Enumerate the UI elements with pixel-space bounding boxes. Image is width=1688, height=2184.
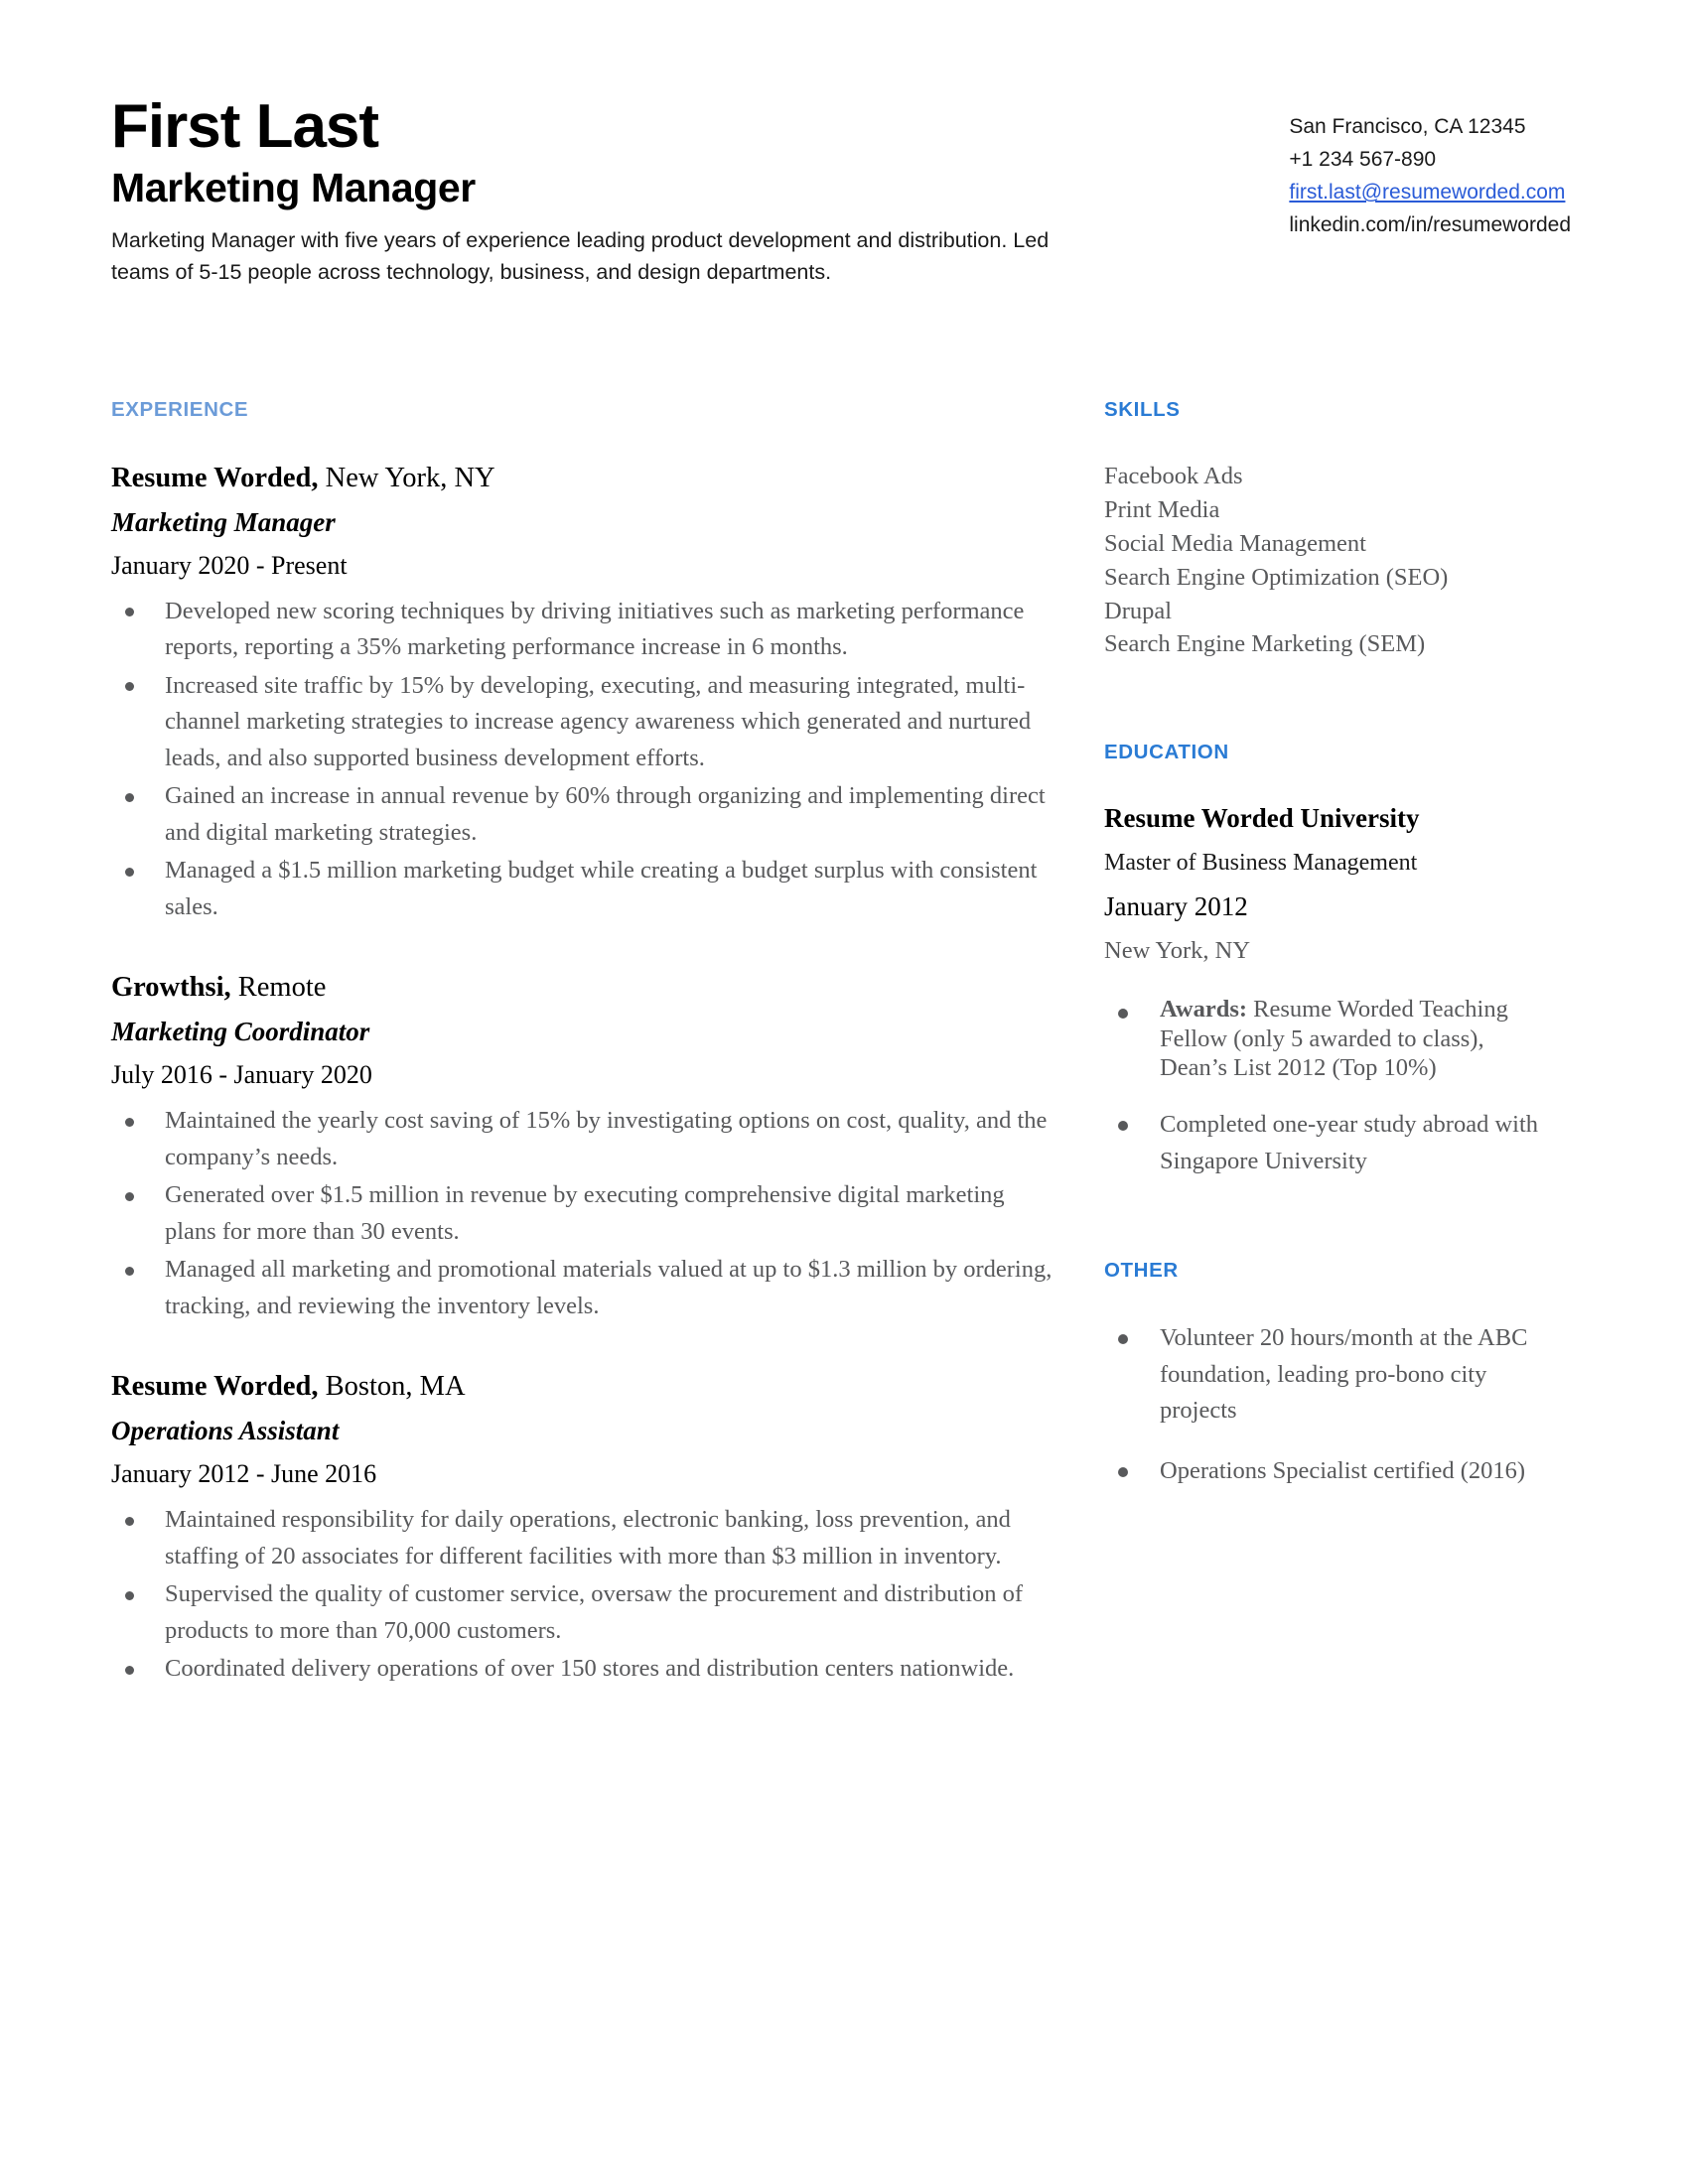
experience-company-name: Growthsi,: [111, 972, 231, 1004]
education-section-heading: EDUCATION: [1104, 741, 1229, 764]
skill-item: Facebook Ads: [1104, 462, 1243, 489]
education-school: Resume Worded University: [1104, 803, 1420, 834]
education-date: January 2012: [1104, 891, 1248, 922]
contact-phone: +1 234 567-890: [1289, 148, 1437, 172]
experience-bullet: [111, 1103, 1055, 1175]
experience-bullet: [111, 1502, 1055, 1574]
experience-bullet: [111, 853, 1055, 925]
contact-location: San Francisco, CA 12345: [1289, 115, 1526, 138]
experience-bullet-text: Generated over $1.5 million in revenue by executing comprehensive digital marketing plans for more than 30 events.: [165, 1181, 1005, 1245]
experience-entry: [111, 460, 1055, 925]
experience-bullet: [111, 778, 1055, 851]
left-column: [111, 398, 1104, 1690]
skill-item: Search Engine Optimization (SEO): [1104, 563, 1449, 591]
experience-section-heading: EXPERIENCE: [111, 397, 249, 421]
experience-bullet: [111, 1651, 1055, 1688]
experience-bullet-text: Supervised the quality of customer service, oversaw the procurement and distribution of products to more than 70,000 customers.: [165, 1580, 1024, 1644]
education-bullet: [1104, 995, 1541, 1083]
header-identity-block: [111, 94, 1084, 289]
experience-dates: July 2016 - January 2020: [111, 1060, 372, 1090]
experience-bullet-text: Managed a $1.5 million marketing budget while creating a budget surplus with consistent sales.: [165, 857, 1038, 920]
education-bullet: [1104, 1107, 1541, 1179]
skills-list: [1104, 460, 1541, 662]
bullet-dot-icon: [1118, 1467, 1128, 1477]
experience-bullet: [111, 668, 1055, 777]
other-bullet-text: Volunteer 20 hours/month at the ABC foundation, leading pro-bono city projects: [1160, 1324, 1528, 1425]
other-bullet-list: [1104, 1320, 1541, 1489]
skill-item: Print Media: [1104, 495, 1220, 523]
bullet-dot-icon: [125, 682, 134, 691]
experience-role: Marketing Manager: [111, 506, 336, 537]
skills-section-heading: SKILLS: [1104, 397, 1181, 421]
right-column: [1104, 398, 1541, 1690]
experience-bullet-text: Coordinated delivery operations of over 150 stores and distribution centers nationwide.: [165, 1655, 1015, 1683]
other-bullet: [1104, 1453, 1541, 1490]
skills-section: [1104, 398, 1541, 662]
education-location: New York, NY: [1104, 936, 1251, 964]
bullet-dot-icon: [125, 1118, 134, 1127]
experience-bullet: [111, 1177, 1055, 1250]
experience-company-location: Remote: [230, 972, 327, 1004]
bullet-dot-icon: [1118, 1334, 1128, 1344]
experience-bullet-list: [111, 594, 1055, 926]
experience-bullet-list: [111, 1502, 1055, 1688]
experience-bullet-list: [111, 1103, 1055, 1324]
experience-role: Operations Assistant: [111, 1416, 340, 1446]
experience-bullet-text: Gained an increase in annual revenue by 60% through organizing and implementing direct and digital marketing strategies.: [165, 782, 1046, 846]
other-bullet-text: Operations Specialist certified (2016): [1160, 1456, 1526, 1484]
skill-item: Search Engine Marketing (SEM): [1104, 630, 1426, 658]
experience-company-line: [111, 460, 1055, 496]
bullet-dot-icon: [125, 868, 134, 877]
experience-entry: [111, 1368, 1055, 1687]
experience-bullet: [111, 594, 1055, 666]
bullet-dot-icon: [125, 1591, 134, 1600]
education-bullet-list: [1104, 995, 1541, 1179]
contact-linkedin: linkedin.com/in/resumeworded: [1289, 213, 1571, 237]
professional-summary: Marketing Manager with five years of experience leading product development and distribution. Led teams of 5-15 people across technology, business, and design departments.: [111, 228, 1050, 285]
bullet-dot-icon: [1118, 1009, 1128, 1019]
experience-bullet-text: Managed all marketing and promotional materials valued at up to $1.3 million by ordering, tracking, and reviewing the inventory levels.: [165, 1256, 1053, 1319]
experience-dates: January 2020 - Present: [111, 551, 348, 580]
experience-dates: January 2012 - June 2016: [111, 1459, 377, 1489]
experience-company-line: [111, 969, 1055, 1006]
bullet-dot-icon: [125, 1666, 134, 1675]
experience-bullet: [111, 1576, 1055, 1649]
experience-company-location: Boston, MA: [318, 1371, 466, 1403]
education-bullet-label: Awards:: [1160, 996, 1248, 1024]
other-section: [1104, 1259, 1541, 1489]
resume-header: [111, 94, 1571, 289]
experience-list: [111, 460, 1055, 1688]
experience-entry: [111, 969, 1055, 1324]
experience-company-line: [111, 1368, 1055, 1405]
experience-bullet-text: Maintained the yearly cost saving of 15% by investigating options on cost, quality, and the company’s needs.: [165, 1107, 1048, 1170]
skill-item: Drupal: [1104, 597, 1173, 624]
skill-item: Social Media Management: [1104, 529, 1366, 557]
education-bullet-text: Completed one-year study abroad with Singapore University: [1160, 1111, 1539, 1174]
bullet-dot-icon: [125, 1192, 134, 1201]
contact-email-row: [1289, 176, 1571, 208]
bullet-dot-icon: [125, 1517, 134, 1526]
other-section-heading: OTHER: [1104, 1259, 1179, 1283]
experience-bullet: [111, 1252, 1055, 1324]
bullet-dot-icon: [125, 608, 134, 616]
experience-bullet-text: Increased site traffic by 15% by developing, executing, and measuring integrated, multi-channel marketing strategies to increase agency awareness which generated and nurtured leads, and also supported business development efforts.: [165, 671, 1032, 771]
education-degree: Master of Business Management: [1104, 849, 1418, 876]
contact-block: [1289, 94, 1571, 241]
education-bullet-text: Resume Worded Teaching Fellow (only 5 awarded to class), Dean’s List 2012 (Top 10%): [1160, 996, 1508, 1082]
candidate-name: First Last: [111, 92, 379, 161]
education-section: [1104, 741, 1541, 1179]
contact-email-link[interactable]: first.last@resumeworded.com: [1289, 181, 1566, 205]
experience-company-name: Resume Worded,: [111, 1371, 319, 1403]
bullet-dot-icon: [125, 793, 134, 802]
experience-company-location: New York, NY: [318, 462, 495, 493]
experience-bullet-text: Developed new scoring techniques by driving initiatives such as marketing performance reports, reporting a 35% marketing performance increase in 6 months.: [165, 597, 1025, 661]
experience-bullet-text: Maintained responsibility for daily operations, electronic banking, loss prevention, and staffing of 20 associates for different facilities with more than $3 million in inventory.: [165, 1506, 1011, 1570]
experience-role: Marketing Coordinator: [111, 1017, 370, 1047]
candidate-job-title: Marketing Manager: [111, 165, 476, 211]
resume-body: [111, 398, 1571, 1690]
bullet-dot-icon: [125, 1267, 134, 1276]
bullet-dot-icon: [1118, 1121, 1128, 1131]
other-bullet: [1104, 1320, 1541, 1430]
experience-company-name: Resume Worded,: [111, 462, 319, 493]
